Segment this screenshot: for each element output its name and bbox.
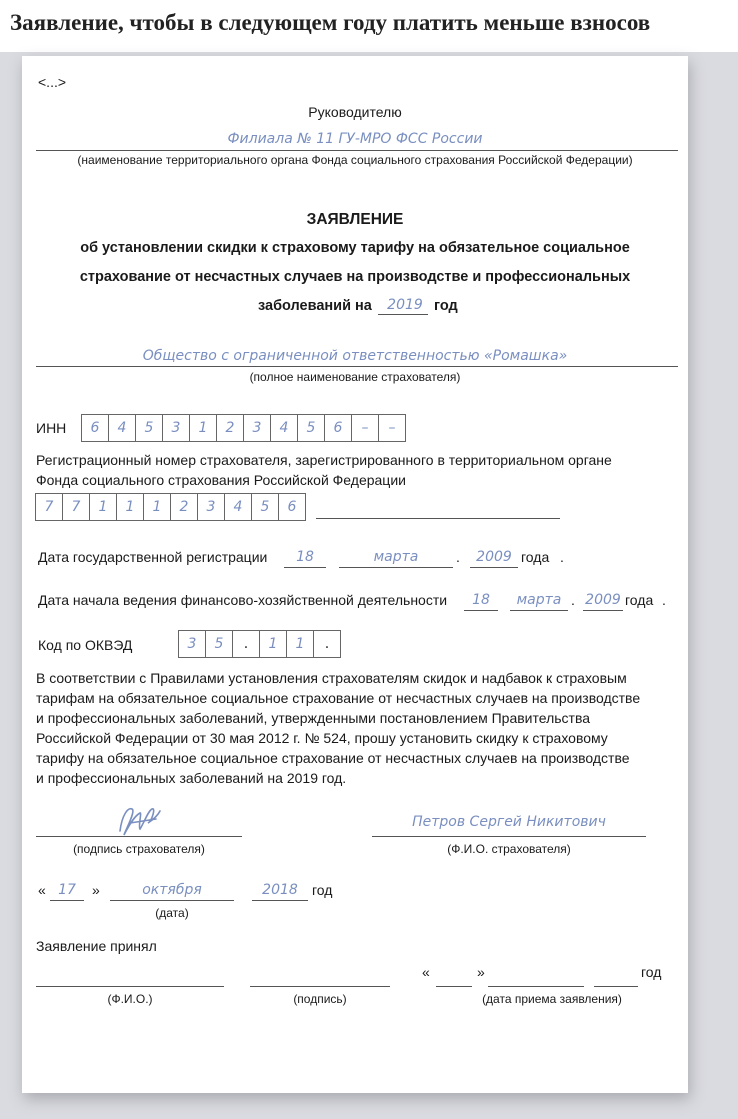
accepted-fio-caption: (Ф.И.О.): [107, 992, 153, 1006]
insurer-caption: (полное наименование страхователя): [249, 370, 461, 384]
body-paragraph: [36, 668, 666, 788]
state-reg-year: 2009: [476, 549, 512, 565]
activity-year-word: года: [625, 592, 654, 608]
activity-month: марта: [516, 592, 562, 608]
activity-day: 18: [472, 592, 490, 608]
okved-char: 1: [260, 631, 287, 657]
body-line: Российской Федерации от 30 мая 2012 г. № 524, прошу установить скидку к страховому: [36, 730, 608, 746]
body-line: и профессиональных заболеваний на 2019 год.: [36, 770, 347, 786]
inn-digit: 5: [298, 415, 325, 441]
activity-label: Дата начала ведения финансово-хозяйственной деятельности: [38, 592, 448, 608]
reg-digit: 1: [144, 494, 171, 520]
accepted-label: Заявление принял: [36, 938, 157, 954]
inn-digit: 4: [271, 415, 298, 441]
activity-day-line: [464, 610, 498, 611]
date-year: 2018: [262, 882, 298, 898]
reg-digit: 5: [252, 494, 279, 520]
reg-number-label-line-1: Регистрационный номер страхователя, зарегистрированного в территориальном органе: [36, 452, 612, 468]
state-reg-end-dot: .: [560, 549, 564, 565]
body-line: и профессиональных заболеваний, утвержденными постановлением Правительства: [36, 710, 591, 726]
state-reg-month-line: [339, 567, 453, 568]
inn-digit: 4: [109, 415, 136, 441]
date-caption: (дата): [155, 906, 189, 920]
fio-caption: (Ф.И.О. страхователя): [447, 842, 571, 856]
addressee-label: Руководителю: [308, 104, 402, 120]
signature-caption: (подпись страхователя): [73, 842, 205, 856]
accepted-sign-line: [250, 986, 390, 987]
activity-year-line: [583, 610, 623, 611]
okved-char: .: [324, 636, 330, 652]
date-year-line: [252, 900, 308, 901]
inn-digit: 3: [163, 415, 190, 441]
body-line: тарифу на обязательное социальное страхование от несчастных случаев на производстве: [36, 750, 630, 766]
date-quote-close: »: [92, 882, 100, 898]
branch-value: Филиала № 11 ГУ-МРО ФСС России: [227, 131, 483, 147]
fio-value: Петров Сергей Никитович: [412, 814, 606, 830]
subtitle-line-2: страхование от несчастных случаев на производстве и профессиональных: [79, 269, 631, 285]
state-reg-day: 18: [296, 549, 314, 565]
signature-line: [36, 836, 242, 837]
insurer-line: [36, 366, 678, 367]
subtitle-line-3-suffix: год: [434, 298, 458, 314]
inn-digit: 2: [217, 415, 244, 441]
reg-digit: 3: [198, 494, 225, 520]
date-quote-open: «: [38, 882, 46, 898]
state-reg-month: марта: [373, 549, 419, 565]
okved-boxes: [178, 630, 341, 658]
date-month-line: [110, 900, 234, 901]
reg-digit: 6: [287, 499, 297, 515]
reg-digit: 2: [171, 494, 198, 520]
activity-end-dot: .: [662, 592, 666, 608]
accepted-quote-close: »: [477, 964, 485, 980]
inn-digit: –: [352, 415, 379, 441]
activity-month-line: [510, 610, 568, 611]
activity-dot: .: [571, 592, 575, 608]
accepted-quote-open: «: [422, 964, 430, 980]
form-title: ЗАЯВЛЕНИЕ: [306, 211, 404, 228]
body-line: В соответствии с Правилами установления страхователям скидок и надбавок к страховым: [36, 670, 627, 686]
subtitle-year: 2019: [387, 297, 423, 313]
inn-label: ИНН: [36, 420, 67, 436]
ellipsis-marker: <...>: [38, 74, 67, 90]
fio-line: [372, 836, 646, 837]
state-reg-dot: .: [456, 549, 460, 565]
inn-digit: 3: [244, 415, 271, 441]
subtitle-year-line: [378, 314, 428, 315]
reg-number-boxes: [35, 493, 306, 521]
insurer-value: Общество с ограниченной ответственностью «Ромашка»: [142, 348, 568, 364]
body-line: тарифам на обязательное социальное страхование от несчастных случаев на производстве: [36, 690, 641, 706]
state-reg-label: Дата государственной регистрации: [38, 549, 268, 565]
accepted-fio-line: [36, 986, 224, 987]
subtitle-line-1: об установлении скидки к страховому тарифу на обязательное социальное: [80, 240, 630, 256]
okved-char: 5: [206, 631, 233, 657]
page-title: Заявление, чтобы в следующем году платить меньше взносов: [10, 10, 651, 35]
state-reg-day-line: [284, 567, 326, 568]
inn-boxes: [81, 414, 406, 442]
date-day: 17: [58, 882, 76, 898]
activity-year: 2009: [585, 592, 621, 608]
reg-digit: 1: [90, 494, 117, 520]
accepted-day-line: [436, 986, 472, 987]
reg-digit: 7: [36, 494, 63, 520]
date-day-line: [50, 900, 84, 901]
accepted-month-line: [488, 986, 584, 987]
reg-number-label-line-2: Фонда социального страхования Российской Федерации: [36, 472, 406, 488]
okved-char: .: [233, 631, 260, 657]
inn-digit: 1: [190, 415, 217, 441]
accepted-sign-caption: (подпись): [293, 992, 347, 1006]
branch-line: [36, 150, 678, 151]
date-god: год: [312, 882, 333, 898]
branch-caption: (наименование территориального органа Фонда социального страхования Российской Федерации): [77, 153, 633, 167]
accepted-year-line: [594, 986, 638, 987]
reg-digit: 1: [117, 494, 144, 520]
inn-digit: 6: [82, 415, 109, 441]
inn-digit: 6: [325, 415, 352, 441]
accepted-date-caption: (дата приема заявления): [482, 992, 622, 1006]
okved-char: 3: [179, 631, 206, 657]
state-reg-year-line: [470, 567, 518, 568]
state-reg-year-word: года: [521, 549, 550, 565]
date-month: октября: [142, 882, 202, 898]
subtitle-line-3-prefix: заболеваний на: [258, 298, 372, 314]
signature-image: [112, 801, 164, 841]
reg-extra-line: [316, 518, 560, 519]
reg-digit: 7: [63, 494, 90, 520]
okved-label: Код по ОКВЭД: [38, 637, 133, 653]
application-form: [22, 56, 688, 1093]
reg-digit: 4: [225, 494, 252, 520]
inn-digit: –: [388, 420, 396, 436]
inn-digit: 5: [136, 415, 163, 441]
okved-char: 1: [287, 631, 314, 657]
accepted-god: год: [641, 964, 662, 980]
